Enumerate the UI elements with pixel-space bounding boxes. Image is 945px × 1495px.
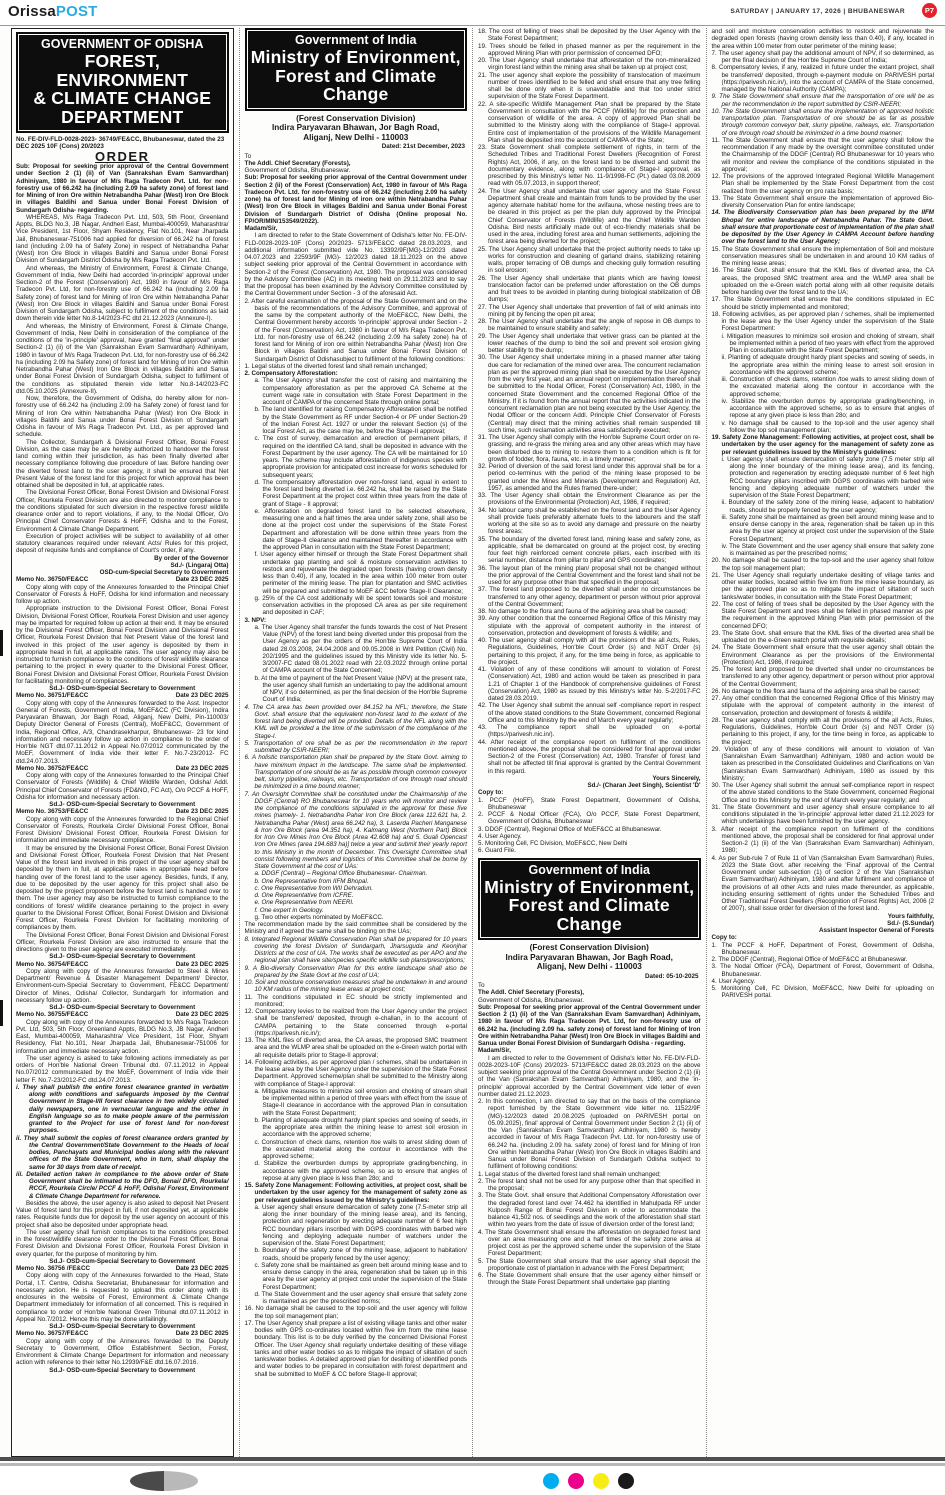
paragraph: 41. Violation of any of these conditions will amount to violation of Forest (Conservation) Act, 1980 and action would be taken as prescribed in para 1.21 of Chapter 1 of the Handbook of comprehensive guidelines of Forest (Conservation) Act, 1980 as issued by this Ministry's letter No. 5-2/2017-FC dated 28.03.2019. [478,666,701,702]
paragraph: Copy along with copy of the Annexures forwarded to the Head, State Portal, I.T. Centre, Odisha Secretariat, Bhubaneswar for information and necessary action. He is requested to upload this order along with its enclosures in the website of Forest, Environment & Climate Change Department immediately for information of all concerned. This is required in compliance to order of Hon'ble National Green Tribunal dtd.07.11.2012 in Appeal No.7/2012. Hence this may be done unfailingly. [16,1272,229,1323]
paragraph: The user agency is asked to take following actions immediately as per orders of Hon'ble National Green Tribunal dtd. 07.11.2012 in Appeal No.07/2012 communicated by the MoEF, Government of India vide their letter F. No.7-23/2012-FC dtd.24.07.2013. [16,1054,229,1084]
newspaper-logo [8,3,98,20]
paragraph: b. The land identified for raising Compensatory Afforestation shall be notified by the State Government as RF under Section-4 or PF under Section-29 of the Indian Forest Act. 1927 or under the relevant Section (s) of the local Forest Act, as the case may be, before the Stage-II approval; [254,406,467,436]
paragraph: a. Mitigative measures to minimize soil erosion and choking of stream shall be implemented within a period of three years with effect from the issue of Stage-II clearance in accordance with the approved Plan in consultation with the State Forest Department; [254,1087,467,1117]
paragraph: 25. The User Agency shall undertake that the project authority needs to take up works for construction and cleaning of garland drains, stabilizing retaining walls, proper terracing of OB dumps and checking gully formation resulting in soil erosion; [478,245,701,275]
paragraph: I am directed to refer to the Government of Odisha's letter No. FE-DIV-FLD-0028-2023-10F (Cons) 20/2023- 5713/FE&CC dated 28.03.2023 on the above subject seeking prior approval of the Central Government under Section 2 (1) (ii) of the Van (Sanrakshan Evam Samvardhan) Adhiniyam, 1980, and the 'in-principle' approval accorded by the Central Government vide letter of even number dated 21.12.2023. [478,1054,701,1098]
paragraph: To [244,152,252,160]
column-moefcc-letter-2-continued [706,28,940,1457]
order-reference-number: No. FE-DIV-FLD-0028-2023- 36749/FE&CC, Bhubaneswar, dated the 23 DEC 2025 10F (Cons) 20/2023 [16,136,225,151]
header-line: Ministry of Environment, [484,876,695,897]
registration-dot [593,1473,609,1489]
division-line: (Forest Conservation Division) [529,943,649,952]
letter-body [245,153,468,1378]
paragraph: 15. The State Government shall ensure the implementation of Soil and moisture conservation measures shall be undertaken in and around 10 KM radius of the mining lease areas; [711,245,934,267]
registration-dot [618,1473,634,1489]
paragraph: ii. Planting of adequate drought hardy plant species and sowing of seeds, in the appropriate area within the mining lease to arrest soil erosion in accordance with the approved scheme; [721,354,934,376]
cmyk-registration-dots [543,1473,634,1489]
signature-line: Sd.J- OSD-cum-Special Secretary to Government [49,1004,196,1012]
paragraph: 2. After careful examination of the proposal of the State Government and on the basis of the recommendations of the Advisory Committee, and approval of the same by the competent authority of the MoEF&CC, New Delhi, the Central Government hereby accords 'in-principle' approval under Section - 2 of the Forest (Conservation) Act, 1980 in favour of M/s Raga Tradecon Pvt. Ltd. for non-forestry use of 66.242 (including 2.09 ha safety zone) ha of forest land for Mining of iron ore within Netrabandha Pahar (West) Iron Ore Block in villages Baldini and Sanua under Bonai Forest Division of Sundargarh District of Odishasubject to fulfilment of the following conditions: [244,297,467,363]
paragraph: 6. A holistic transportation plan shall be prepared by the State Govt. aiming to have minimum impact in the landscape. The same shall be implemented. Transportation of ore should be as far as possible through common conveyor belt, slurry pipeline, railways, etc. Transportation of ore through road should be minimized in a time bound manner; [244,754,467,791]
paragraph: 6. The State Government shall ensure that the user agency either himself or through the State Forest Department shall undertake gap planting [478,1272,701,1287]
paragraph: 9. The State Government shall ensure that the transportation of ore will be as per the recommendation in the report submitted by CSIR-NEERI; [711,93,934,108]
signature-line: Sd./- (Lingaraj Otta) [170,561,229,569]
header-line: GOVERNMENT OF ODISHA [40,37,204,51]
footer-rule-dark [0,1457,945,1461]
paragraph: 30. The User Agency shall undertake mining in a phased manner after taking due care for reclamation of the mined over area. The concurrent reclamation plan as per the approved mining plan shall be executed by the User Agency from the very first year, and an annual report on implementation thereof shall be submitted to the Nodal Officer, Forest (Conservation) Act, 1980, in the concerned State Government and the concerned Regional Office of the Ministry. If it is found from the annual report that the activities indicated in the concurrent reclamation plan are not being executed by the User Agency, the Nodal Officer or the concern Addl. Principle Chief Conservator of Forests (Central) may direct that the mining activities shall remain suspended till such time, such reclamation activities area satisfactorily executed; [478,354,701,434]
paragraph: d. One Representative from ICFRE. [254,892,354,900]
paragraph: Now, therefore, the Government of Odisha, do hereby allow for non-forestry use of 66.242 ha (including 2.09 ha Safety zone) of forest land for Mining of Iron Ore within Netrabandha Pahar (West) Iron Ore Block in villages Baldihi and Sanua under Bonai Forest Division of Sundargarh Odisha in favour of M/s Raga Tradecon Pvt. Ltd., as per approved land schedule. [16,395,229,439]
dateline: SATURDAY | JANUARY 17, 2026 | BHUBANESWAR [730,8,905,15]
paragraph: 39. Any other condition that the concerned Regional Office of this Ministry may stipulate with the approval of competent authority in the interest of conservation, protection and development of forests & wildlife; and [478,615,701,637]
paragraph: 4. The State Government shall ensure the afforestation on degraded forest land over an area measuring one and a half times of the safety zone area at project cost as per the approved scheme under the supervision of the State Forest Department; [478,1228,701,1258]
paragraph: 5. Monitoring Cell, FC Division, MoEF&CC, New Delhi [478,840,628,847]
paragraph: 31. The State Government and user agency shall ensure compliance to all conditions stipulated in the 'in-principle' approval letter dated 21.12.2023 for which undertakings have been furnished by the user agency. [711,803,934,826]
signature-line: Sd.J- OSD-cum-Special Secretary to Government [49,1323,196,1331]
paragraph: 22. The cost of felling of trees shall be deposited by the User Agency with the State Forest Department and trees shall be felled in phased manner as per the requirement in the approved Mining Plan with prior permission of the concerned DFO; [711,600,934,630]
address-line: Aliganj, New Delhi - 110003 [536,962,642,972]
press-registration-mark [0,630,3,656]
paragraph: ii. They shall submit the copies of forest clearance orders granted by the Central Government/State Government to the Heads of local bodies, Panchayats and Municipal bodies along with the relevant offices of the State Government, who in turn, shall display the same for 30 days from date of receipt. [16,1134,229,1171]
paragraph: i. They shall publish the entire forest clearance granted in verbatim along with conditions and safeguards imposed by the Central Government in Stage-I/II forest clearance in two widely circulated daily newspapers, one in vernacular language and the other in English language so as to make people aware of the permission granted to the Project for use of forest land for non-forest purposes. [16,1083,229,1135]
signature-line: Sd.J- OSD-cum-Special Secretary to Government [49,801,196,809]
paragraph: 12. Compensatory levies to be realized from the User Agency under the project shall be transferred/ deposited, through e-challan, in to the account of CAMPA pertaining to the State concerned through e-portal (https://parivesh.nic.in/); [244,1008,467,1037]
paragraph: d. The State Government and the user agency shall ensure that safety zone is maintained as per the prescribed norms; [254,1290,467,1306]
paragraph: 37. The forest land proposed to be diverted shall under no circumstances be transferred to any other agency, department or person without prior approval of the Central Government; [478,586,701,608]
signature-line: Sd./- (Charan Jeet Singh), Scientist 'D' [587,782,701,789]
paragraph: 34. No labour camp shall be established on the forest land and the User Agency shall provide fuels preferably alternate fuels to the labourers and the staff working at the site so as to avoid any damage and pressure on the nearby forest areas; [478,506,701,536]
paragraph: 28. The User Agency shall undertake that the angle of repose in OB dumps to be maintained to ensure stability and safety; [478,318,701,333]
paragraph: and soil and moisture conservation activities to restock and rejuvenate the degraded open forests (having crown density less than 0.40), if any, located in the area within 100 meter from outer perimeter of the mining lease; [711,28,934,50]
paragraph: 4. User Agency. [478,832,522,840]
paragraph: The user agency shall furnish compliances to the conditions prescribed in the forest/wildlife clearance order to the Divisional Forest Officer, Bonai Forest Division and Divisional Forest Officer, Rourkela Forest Division in every quarter, for the purpose of monitoring by him. [16,1228,229,1258]
letter-conditions-continued [478,28,701,855]
paragraph: 1. The PCCF & HoFF, Department of Forest, Government of Odisha, Bhubaneswar. [711,941,934,956]
paragraph: i. User agency shall ensure demarcation of safety zone (7.5 meter strip all along the inner boundary of the mining lease area), and its fencing, protection and regeneration by erecting adequate number of 6 feet high RCC boundary pillars inscribed with DGPS coordinates with barbed wire fencing and deploying adequate number of watchers under the supervision of the State Forest Department; [721,455,934,499]
ministry-header [245,28,468,111]
paragraph: d. Stabilize the overburden dumps by appropriate grading/benching, in accordance with the approved scheme, so as to ensure that angles of repose at any given place is less than 28o; and [254,1160,467,1182]
paragraph: Besides the above, the user agency is also asked to deposit Net Present Value of forest land for this project in full, if not deposited yet, at applicable rates. Requisite funds due for deposit by the user agency on account of this project shall also be deposited under appropriate head. [16,1199,229,1229]
letter-date: Dated: 21st December, 2023 [381,143,465,151]
header-line: Forest and Climate Change [275,65,437,104]
paragraph: b. Planting of adequate drought hardy plant species and sowing of seeds, in the appropriate area within the mining lease to arrest soil erosion in accordance with the approved scheme; [254,1116,467,1139]
paragraph: 17. The User Agency shall prepare a list of existing village tanks and other water bodies with GPS co-ordinates located within five km from the mine lease boundary. This list is to be duly verified by the concerned Divisional Forest Officer. The User Agency shall regularly undertake desilting of these village tanks and other water bodies so as to mitigate the impact of siltation of such tanks/water bodies. A detailed approved plan for desilting of identified ponds and water bodies to be prepared in consultation with forest department and shall be submitted to MoEF & CC before Stage-II approval; [244,1319,467,1378]
paragraph: Copy along with copy of the Annexures forwarded to the Principal Chief Conservator of Forests (Wildlife) & Chief Wildlife Warden, Odisha/ Addl. Principal Chief Conservator of Forests (FD&NO, FC Act), O/o PCCF & HoFF, Odisha for information and necessary action. [16,772,229,801]
paragraph: a. User agency shall ensure demarcation of safety zone (7.5-meter strip all along the inner boundary of the mining lease area), and its fencing, protection and regeneration by erecting adequate number of 6 feet high RCC boundary pillars inscribed with DGPS coordinates with barbed wire fencing and deploying adequate number of watchers under the supervision of the. State Forest Department; [254,1203,467,1248]
paragraph: Copy to: [711,934,737,942]
paragraph: 26. No damage to the flora and fauna of the adjoining area shall be caused; [711,687,921,695]
paragraph: 20. No damage shall be caused to the top-soil and the user agency shall follow the top soil management plan; [711,557,934,572]
grayscale-registration-mark [130,1471,198,1491]
paragraph: iv. Stabilize the overburden dumps by appropriate grading/benching, in accordance with the approved scheme, so as to ensure that angles of repose at any given place is less than 28o; and [721,397,934,420]
paragraph: 7. The user agency shall pay the additional amount of NPV, if so determined, as per the final decision of the Hon'ble Supreme Court of India; [711,49,934,64]
paragraph: Madam/Sir, [244,225,278,233]
address-line: Aliganj, New Delhi - 110003 [303,132,409,142]
paragraph: 29. Violation of any of these conditions will amount to violation of Van (Sanrakshan Evam Samvardhan) Adhiniyam, 1980 and action would be taken as prescribed in the Consolidated Guidelines and Clarifications on Van (Sanrakshan Evam Samvardhan) Adhiniyam, 1980 as issued by this Ministry; [711,745,934,782]
paragraph: 24. The State Government shall ensure that the user agency shall obtain the Environment Clearance as per the provisions of the Environmental (Protection) Act, 1986, if required; [711,644,934,666]
paragraph: 13. The State Government shall ensure the implementation of approved Bio-diversity Conservation Plan for entire landscape; [711,194,934,209]
paragraph: iii. Construction of check dams, retention /toe walls to arrest sliding down of the excavated material along the contour in accordance with the approved scheme; [721,376,934,398]
press-footer [0,1457,945,1495]
paragraph: 44. After receipt of the compliance report on fulfilment of the conditions mentioned above, the proposal shall be considered for final approval under Section-2 of the Forest (Conservation) Act, 1980. Transfer of forest land shall not be affected till final approval is granted by the Central Government in this regard. [478,738,701,775]
press-registration-mark [0,1000,3,1026]
paragraph: The Addl. Chief Secretary (Forests), [478,989,585,997]
paragraph: Government of Odisha, Bhubaneswar. [478,996,584,1004]
paragraph: And whereas, the Ministry of Environment, Forest & Climate Change, Government of India, New Delhi in consideration of the compliance of the conditions of the 'in-principle' approval, have granted "final approval" under Section-2 (1) (ii) of the Van (Sanrakshan Evam Samvardhan) Adhiniyam, 1980 in favour of M/s Raga Tradecon Pvt. Ltd, for non-forestry use of 66.242 ha (including 2.09 ha Safety zone) of forest land for Mining of Iron Ore within Netrabandha Pahar (West) Iron Ore Block in villages Baldihi and Sanua under Bonai Forest Division of Sundargarh Odisha, subject to fulfilment of the conditions as stipulated therein vide letter No.8-14/2023-FC dtd.05.10.2025 (Annexure-II). [16,322,229,395]
paragraph: Sub: Proposal for seeking prior approval of the Central Government under Section 2 (1) (ii) of the Van (Sanrakshan Evam Samvardhan) Adhiniyam, 1980 in favour of M/s Raga Tradecon Pvt. Ltd, for non-forestry use of 66.242 ha. (including 2.09 ha. safety zone) of forest land for Mining of Iron Ore within Netrabandha Pahar (West) Iron Ore Block in villages Baldihi and Sanua under Bonai Forest Division of Sundargarh Odisha - regarding. [478,1003,701,1048]
paragraph: b. One Representative from IIFM Bhopal. [254,877,369,885]
signature-line: OSD-cum-Special Secretary to Government [99,569,229,577]
paragraph: g. 25% of the CA cost additionally will be spent towards soil and moisture conservation activities in the proposed CA area as per site requirement and deposited in CAF; [254,594,467,617]
paragraph: a. DDGF (Central) – Regional Office Bhubaneswar- Chairman. [254,870,428,878]
paragraph: 11. The State Government shall ensure that the user agency shall follow the recommendation if any made by the oversight committee constituted under the Chairmanship of the DDGF (Central) RO Bhubaneswar for 10 years who will monitor and review the compliance of the conditions stipulated in the approval; [711,136,934,173]
footer-rule-light [0,1463,945,1466]
signature-line: Assistant Inspector General of Forests [819,927,934,934]
paragraph: 24. The User Agency shall undertake that user agency and the State Forest Department shall create and maintain from funds to be provided by the user agency alternate habitat/ home for the avifauna, whose nesting trees are to be cleared in this project as per the plan duly approved by the Principal Chief Conservator of Forests (Wildlife) and the Chief Wildlife Warden Odisha. Bird nests artificially made out of eco-friendly materials shall be used in the area, including forest area and human settlements, adjoining the forest area being diverted for the project; [478,187,701,246]
paragraph: Madam/Sir, [478,1047,511,1055]
paragraph: f. One expert in Geology. [254,906,324,914]
memo-row: Memo No. 36755/FE&CC Date 23 DEC 2025 [16,1011,229,1019]
paragraph: Copy along with copy of the Annexures forwarded to M/s Raga Tradecon Pvt. Ltd, 503, 5th Floor, Greenland Appts, BLDG No.3, JB Nagar, Andheri East, Mumbai-400059, Maharashtra/ Vice President, 1st Floor, Shyam Residency, Flat No.101, Near Jharpada Jail, Bhubaneswar-751006 for information and immediate necessary action. [16,1018,229,1055]
paragraph: Execution of project activities will be subject to availability of all other statutory clearances required under relevant Acts/ Rules for this project, deposit of requisite funds and compliance of Court's order, if any. [16,532,229,555]
memo-row: Memo No. 36750/FE&CC Date 23 DEC 2025 [16,576,229,584]
paragraph: 11. The conditions stipulated in EC should be strictly implemented and monitored; [244,993,467,1008]
letter-date: Dated: 05-10-2025 [644,972,699,980]
paragraph: 18. The cost of felling of trees shall be deposited by the User Agency with the State Forest Department; [478,28,701,43]
paragraph: Government of Odisha, Bhubaneswar. [244,167,351,175]
masthead [0,0,945,26]
letter2-body [478,982,701,1287]
paragraph: 16. The State Govt. shall ensure that the KML files of diverted area, the CA areas, the proposed SMC treatment area and the WLMP area shall be uploaded on the e-Green watch portal along with all other requisite details before handing over the forest land to the UA; [711,267,934,296]
paragraph: 23. The State Govt. shall ensure that the KML files of the diverted area shall be uploaded on the e-Green watch portal with requisite details; [711,629,934,644]
paragraph: 2. The forest land shall not be used for any purpose other than that specified in the proposal; [478,1177,701,1193]
paragraph: 4. As per Sub-rule 7 of Rule 11 of Van (Sanrakshan Evam Samvardhan) Rules, 2023 the State Govt. after receiving the 'Final' approval of the Central Government under sub-section (1) of section 2 of the Van (Sanrakshan Evam Samvardhan) Adhiniyam, 1980 and after fulfilment and compliance of the provisions of all other Acts and rules made thereunder, as applicable, including ensuring settlement of rights under the Scheduled Tribes and Other Traditional Forest Dwellers (Recognition of Forest Rights) Act, 2006 (2 of 2007), shall issue order for diversion of the forest land. [711,854,934,913]
column-moefcc-letter-1-continued [472,28,706,1457]
paragraph: 36. The layout plan of the mining plan/ proposal shall not be changed without the prior approval of the Central Government and the forest land shall not be used for any purpose other than that specified in the proposal; [478,564,701,586]
column-odisha-order [6,28,239,1457]
paragraph: Copy to: [478,789,504,797]
paragraph: 40. The user agency shall comply with all the provisions of the all Acts, Rules, Regulations, Guidelines, Hon'ble Court Order (s) and NGT Order (s) pertaining to this project, if any, for the time being in force, as applicable to the project. [478,637,701,666]
paragraph: 3. NPV: [244,616,267,624]
paragraph: b. At the time of payment of the Net Present Value (NPV) at the present rate, the user agency shall furnish an undertaking to pay the additional amount of NPV, if so determined, as per the final decision of the Hon'ble Supreme Court of India; [254,674,467,704]
paragraph: Copy along with copy of the Annexures forwarded to Steel & Mines Department/ Revenue & Disaster Management Department/ Director, Environment-cum-Special Secretary to Government, FE&CC Department/ Director of Mines, Odisha/ Collector, Sundargarh for information and necessary follow up action. [16,967,229,1004]
paragraph: 32. Period of diversion of the said forest land under this approval shall be for a period co-terminus with the period of the mining lease proposed to be granted under the Mines and Minerals (Development and Regulation) Act, 1957, as amended and the Rules framed there-under; [478,463,701,492]
paragraph: The recommendation made by the said committee shall be considered by the Ministry and if agreed the same shall be binding on the UAs; [244,921,467,936]
signature-line: Yours faithfully, [887,912,934,920]
memo-row: Memo No. 36756 /FE&CC Date 23 DEC 2025 [16,1265,229,1273]
logo-text-post: POST [55,3,98,20]
paragraph: 19. Trees should be felled in phased manner as per the requirement in the approved Mining Plan with prior permission of concerned DFO; [478,42,701,57]
memo-row: Memo No. 36757/FE&CC Date 23 DEC 2025 [16,1330,229,1338]
paragraph: 3. The Nodal Officer (FCA), Department of Forest, Government of Odisha, Bhubaneswar. [711,963,934,978]
paragraph: i. Mitigation measures to minimize soil erosion and choking of stream, shall be implemented within a period of two years with effect from the approved Plan in consultation with the State Forest Department; [721,332,934,354]
paragraph: The Divisional Forest Officer, Bonai Forest Division and Divisional Forest Officer, Rourkela Forest Division are also instructed to ensure that the directions given to the user agency are executed immediately. [16,931,229,954]
paragraph: 7. An Oversight Committee shall be constituted under the Chairmanship of the DDGF (Central) RO Bhubaneswar for 10 years who will monitor and review the compliance of the conditions stipulated in the approval for these five mines (namely- 1. Netrabandha Pahar Iron Ore Block (area 112.621 ha, 2. Netrabandha Pahar (West) area 66.242 ha), 3. Laserda Pacheri Manganese & Iron Ore Block (area 94.351 ha), 4. Kalmang West (Northern Part) Block for Iron Ore Mines Iron Ore Block (Area 42.608 ha) and 5. Guali Opencast Iron Ore Mines (area 194.683 ha)] twice a year and submit their yearly report to this Ministry in the month of December. This Oversight Committee shall consist following members and logistics of this Committee shall be borne by State Government at the cost of UAs: [244,790,467,871]
header-line: Government of India [528,862,651,877]
paragraph: 18. Following activities, as per approved plan / schemes, shall be implemented in the lease area by the User Agency under the supervision of the State Forest Department: [711,310,934,333]
paragraph: v. No damage shall be caused to the top-soil and the user agency shall follow the top soil management plan; [721,419,934,434]
paragraph: e. One Representative from NEERI. [254,899,354,907]
paragraph: f. User agency either himself or through the State Forest Department shall undertake gap planting and soil & moisture conservation activities to restock and rejuvenate the degraded open forests (having crown density less than 0.40), if any, located in the area within 100 meter from outer perimeter of the mining lease. The plan for plantation and SMC activities will be prepared and submitted to MoEF &CC before Stage-II Clearance; [254,551,467,595]
paragraph: 2. PCCF & Nodal Officer (FCA), O/o PCCF, State Forest Department, Government of Odisha, Bhubaneswar [478,811,701,826]
paragraph: 8. Compensatory levies, if any, realized in future under the extant project, shall be transferred/ deposited, through e-payment module on PARIVESH portal (https://parivesh.nic.in/), into the account of CAMPA of the State concerned, managed by the National Authority (CAMPA); [711,64,934,93]
paragraph: 6. Guard File. [478,847,516,855]
paragraph: To [478,982,485,990]
paragraph: 13. The KML files of diverted area, the CA areas, the proposed SMC treatment area and the WLMP area shall be uploaded on the e-Green watch portal with all requisite details prior to Stage-II approval; [244,1037,468,1059]
signature-line: By order of the Governor [154,554,229,562]
signature-line: Sd.J- OSD-cum-Special Secretary to Government [49,953,196,961]
header-line: Ministry of Environment, [250,47,461,67]
address-line: Indira Paryavaran Bhawan, Jor Bagh Road, [505,952,673,962]
paragraph: 2. The DDGF (Central), Regional Office of MoEF&CC at Bhubaneswar. [711,956,908,963]
paragraph: 5. Transportation of ore shall be as per the recommendation in the report submitted by CSIR-NEERI; [244,739,467,755]
memo-row: Memo No. 36754/FE&CC Date 23 DEC 2025 [16,960,229,968]
paragraph: 27. Any other condition that the concerned Regional Office of this Ministry may stipulate with the approval of competent authority in the interest of conservation, protection and development of forests & wildlife; [711,695,934,717]
paragraph: 25. The forest land proposed to be diverted shall under no circumstances be transferred to any other agency, department or person without prior approval of the Central Government; [711,666,934,688]
page-number-badge: P7 [922,3,937,18]
paragraph: 27. The User Agency shall undertake that prevention of fall of wild animals into mining pit by fencing the open pit area; [478,303,701,318]
memo-row: Memo No. 36752/FE&CC Date 23 DEC 2025 [16,764,229,772]
signature-line: Yours Sincerely, [652,774,701,782]
letter2-conditions [712,28,935,1000]
paragraph: ii. Boundary of the safety zone of the mining lease, adjacent to habitation/ roads, should be properly fenced by the user agency; [721,499,934,514]
paragraph: 5. The State Government shall ensure that the user agency shall deposit the proportionate cost of plantation in advance with the Forest Department; [478,1257,701,1272]
paragraph: 10. Soil and moisture conservation measures shall be undertaken in and around 10 KM radius of the mining lease areas at project cost; [244,979,467,994]
paragraph: iii. Detailed action taken in compliance to the above order of State Government shall be intimated to the DFO, Bonai/ DFO, Rourkela/ RCCF, Rourkela Circle/ PCCF & HoFF, Odisha/ Forest, Environment & Climate Change Department for reference. [16,1170,229,1200]
paragraph: It may be ensured by the Divisional Forest Officer, Bonai Forest Division and Divisional Forest Officer, Rourkela Forest Division that Net Present Value of the forest land involved in this project of the user agency shall be deposited by them in full, at applicable rates in appropriate head before handing over of the forest land to the user agency. Besides, funds, if any, due to be deposited by the user agency for this project shall also be deposited by the project proponent before the forest land is handed over to them. The user agency may also be instructed to furnish compliance to the conditions of forest/ wildlife clearance pertaining to the project in every quarter to the Divisional Forest Officer, Bonai Forest Division and Divisional Forest Officer, Rourkela Forest Division for facilitating monitoring of compliances by them. [16,844,229,932]
paragraph: 15. Safety Zone Management: Following activities, at project cost, shall be undertaken by the user agency for the management of safety zone as per relevant guidelines issued by the Ministry's guidelines: [244,1182,467,1204]
paragraph: 26. The User Agency shall undertake that plants which are having lowest translocation factor can be preferred under afforestation on the OB dumps and fruit trees to be avoided in planting during biological stabilization of OB dumps; [478,274,701,304]
paragraph: 31. The User Agency shall comply with the Hon'ble Supreme Court order on re-grassing, and re-grass the mining area and any other areas which may have been disturbed due to mining to restore them to a condition which is fit for growth of fodder, flora, fauna, etc. in a timely manner; [478,434,701,463]
paragraph: And whereas, the Ministry of Environment, Forest & Climate Change, Government of India, New Delhi had accorded 'in-principle' approval under Section-2 of the Forest (Conservation) Act, 1980 in favour of M/s Raga Tradecon Pvt. Ltd, for non-forestry use of 66.242 ha (including 2.09 ha Safety zone) of forest land for Mining of Iron Ore within Netrabandha Pahar (West) Iron Ore Block in villages Baldihi and Sanua under Bonai Forest Division of Sundargarh Odisha, subject to fulfilment of the conditions as laid down therein vide letter No.8-14/2023-FC dtd 21.12.2023 (Annexure-I). [16,264,229,323]
paragraph: 1. PCCF (HoFF), State Forest Department, Government of Odisha, Bhubaneswar [478,796,701,811]
paragraph: 14. Following activities, as per approved plan / schemes, shall be undertaken in the lease area by the User Agency under the supervision of the State Forest Department. Approved scheme/plan shall be submitted to the Ministry along with compliance of Stage-I approval: [244,1058,467,1088]
paragraph: d. The compensatory afforestation over non-forest land, equal in extent to the forest land being diverted i.e. 66.242 ha, shall be raised by the State Forest Department at the project cost within three years from the date of grant of Stage - II approval; [254,478,467,508]
paragraph: 9. A Bio-diversity Conservation Plan for this entire landscape shall also be prepared by the State Govt at the cost of UA; [244,964,467,979]
paragraph: iii. Safety zone shall be maintained as green belt around mining lease and to ensure dense canopy in the area, regeneration shall be taken up in this area by the user agency at project cost under the supervision of the State Forest Department; [721,513,934,543]
paragraph: c. The cost of survey, demarcation and erection of permanent pillars, if required on the identified CA land, shall be deposited in advance with the Forest Department by the user agency. The CA will be maintained for 10 years. The scheme may include afforestation of indigenous species with appropriate provision for anticipated cost increase for works scheduled for subsequent years; [254,435,467,479]
paragraph: 1. Legal status of the diverted forest land shall remain unchanged; [244,362,428,370]
paragraph: 3. After receipt of the compliance report on fulfilment of the conditions mentioned above, the proposal shall be considered for final approval under Section-2 (1) (ii) of the Van (Sanrakshan Evam Samvardhan) Adhiniyam, 1980; [711,825,934,855]
odisha-department-header [16,32,229,133]
header-line: Government of India [294,33,417,47]
paragraph: Copy along with copy of the Annexures forwarded to the Regional Chief Conservator of Forests, Rourkela Circle/ Divisional Forest Officer, Bonai Forest Division/ Divisional Forest Officer, Rourkela Forest Division for information and immediate necessary compliance. [16,815,229,845]
paragraph: 20. The User Agency shall undertake that afforestation of the non-mineralized virgin forest land within the mining area shall be taken up at project cost; [478,57,701,72]
paragraph: 35. The boundary of the diverted forest land, mining lease and safety zone, as applicable, shall be demarcated on ground at the project cost, by erecting four feet high reinforced cement concrete pillars, each inscribed with its serial number, distance from pillar to pillar and GPS coordinates; [478,535,701,565]
header-line: FOREST, ENVIRONMENT [56,51,188,90]
paragraph: 38. No damage to the flora and fauna of the adjoining area shall be caused; [478,608,687,615]
paragraph: Sub: Proposal for seeking prior approval of the Central Government under Section 2 (ii) of the Forest (Conservation) Act, 1980 in favour of M/s Raga Tradecon Pvt. Ltd. for non-forestry use of 66.242 (including 2.09 ha safety zone) ha of forest land for Mining of iron ore within Netrabandha Pahar (West) Iron Ore Block in villages Baldini and Sanua under Bonai Forest Division of Sundargarh District of Odisha (Online proposal No. FP/OR/MIN/153549/2022). [244,174,467,225]
paragraph: c. Construction of check dams, retention /toe walls to arrest sliding down of the excavated material along the contour in accordance with the approved scheme; [254,1138,467,1161]
paragraph: c. One Representative from WII Dehradun. [254,884,373,892]
paragraph: 28. The user agency shall comply with all the provisions of the all Acts, Rules, Regulations, Guidelines, Hon'ble Court Order (s) and NGT Order (s) pertaining to this project, if any, for the time being in force, as applicable to the project; [711,716,934,746]
paragraph: 42. The User Agency shall submit the annual self -compliance report in respect of the above stated conditions to the State Government, concerned Regional Office and to this Ministry by the end of March every year regularly; [478,702,701,724]
memo-row: Memo No. 36753/FE&CC Date 23 DEC 2025 [16,808,229,816]
paragraph: I am directed to refer to the State Government of Odisha's letter No. FE-DIV-FLD-0028-2023-10F (Cons) 20/2023- 5713/FE&CC dated 28.03.2023, and additional information submitted vide No. 13392/9F(MG)-12/2023 dated 04.07.2023 and 22593/9F (MG)- 12/2023 dated 18.11.2023 on the above subject seeking prior approval of the Central Government in accordance with Section-2 of the Forest (Conservation) Act, 1980. The proposal was considered by the Advisory Committee (AC) in its meeting held on 29.11.2023 and to say that the proposal has been examined by the Advisory Committee constituted by the Central Government under Section - 3 of the aforesaid Act. [244,232,467,298]
paragraph: 3. DDGF (Central), Regional Office of MoEF&CC at Bhubaneswar. [478,825,662,833]
paragraph: 2. In this connection, I am directed to say that on the basis of the compliance report furnished by the State Government vide letter no. 11522/9F (MG)-12/2023 dated 20.08.2025 (uploaded on PARIVESH portal on 05.09.2025), final' approval of Central Government under Section 2 (1) (ii) of the Van (Sanrakshan Evam Samvardhan) Adhiniyam, 1980 is hereby accorded in favour of M/s Raga Tradecon Pvt. Ltd. for non-forestry use of 66.242 ha. (including 2.09 ha. safety zone) of forest land for Mining of Iron Ore within Netrabandha Pahar (West) Iron Ore Block in villages Baldihi and Sanua under Bonai Forest Division of Sundargarh Odisha subject to fulfilment of following conditions: [478,1098,701,1171]
paragraph: Copy along with copy of the Annexures forwarded to the Asst. Inspector General of Forests, Government of India, MoEF&CC (FC Division), Indira Paryavaran Bhawan, Jor Bagh Road, Aliganj, New Delhi, Pin-110003/ Deputy Director General of Forests (Central), MoEF&CC, Government of India, Regional Office, A/3, Chandrasekharpur, Bhubaneswar- 23 for kind information and necessary follow up action in compliance to the order of Hon'ble NGT dtd.07.11.2012 in Appeal No.07/2012 communicated by the MoEF, Government of India vide their letter F. No.7-23/2012- FC dtd.24.07.2013. [16,699,229,765]
paragraph: 5. Monitoring Cell, FC Division, MoEF&CC, New Delhi for uploading on PARIVESH portal. [711,985,934,1000]
paragraph: 30. The User Agency shall submit the annual self-compliance report in respect of the above stated conditions to the State Government, concerned Regional Office and to this Ministry by the end of March every year regularly; and [711,782,934,804]
paragraph: Copy along with copy of the Annexures forwarded to the Deputy Secretary to Government, Office Establishment Section, Forest, Environment & Climate Change Department for information and necessary action with reference to their letter No.12939/F&E dtd.16.07.2016. [16,1337,229,1367]
paragraph: 4. The CA area has been provided over 84.152 ha NFL; therefore, the State Govt. shall ensure that the equivalent non-forest land to the extent of the forest land being diverted will be provided. Details of the NFL along with the KML will be provided a the time of the submission of the compliance of the Stage-I. [244,703,467,740]
paragraph: Copy along with copy of the Annexures forwarded to the Principal Chief Conservator of Forests & HoFF, Odisha for kind information and necessary follow up action. [16,583,229,606]
signature-line: Sd.J- OSD-cum-Special Secretary to Government [49,1366,196,1374]
paragraph: a. The User Agency shall transfer the cost of raising and maintaining the compensatory afforestation as per the approved CA Scheme at the current wage rate in consultation with State Forest Department in the account of CAMPA of the concerned State through online portal; [254,377,467,407]
paragraph: 1. Legal status of the diverted forest land shall remain unchanged; [478,1170,661,1178]
columns-container [6,28,939,1457]
paragraph: 12. The provisions of the approved Integrated Regional Wildlife Management Plan shall be implemented by the State Forest Department from the cost realized from the user agency on pro rata basis; [711,173,934,195]
division-line: (Forest Conservation Division) [296,113,416,123]
signature-line: Sd./- (S.Sundar) [887,919,934,927]
paragraph: b. Boundary of the safety zone of the mining lease, adjacent to habitation/ roads, should be properly fenced by the user agency; [254,1247,467,1262]
paragraph: 43. The compliance report shall be uploaded on e-portal (https://parivesh.nic.in/). [478,724,701,739]
paragraph: a. The User Agency shall transfer the funds towards the cost of Net Present Value (NPV) of the forest land being diverted under this proposal from the User Agency as per the orders of the Hon'ble Supreme Court of India dated 28.03.2008, 24.04.2008 and 09.05.2008 in Writ Petition (Civil) No. 202/1995 and the guidelines issued by this Ministry vide its letter No. 5-3/2007-FC dated 08.01.2022 read with 22.03.2022 through online portal of CAMPA account of the State Concerned; [254,623,467,675]
paragraph: 21. The User Agency shall regularly undertake desilting of village tanks and other water bodies, located within five km from the mine lease boundary, as per the approved plan so as to mitigate the impact of siltation of such tanks/water bodies, in consultation with the State Forest Department; [711,571,934,601]
paragraph: c. Safety zone shall be maintained as green belt around mining lease and to ensure dense canopy in the area, regeneration shall be taken up in this area by the user agency at project cost under the supervision of the State Forest Department; [254,1261,467,1291]
paragraph: The Collector, Sundargarh & Divisional Forest Officer, Bonai Forest Division, as the case may be are hereby authorized to handover the forest land coming within their jurisdiction, as has been finally diverted after necessary compliance following due procedure of law. Before handing over the diverted forest land to the user agency, it shall be ensured that Net Present Value of the forest land for this project for which approval has been obtained shall be deposited in full, at applicable rates. [16,438,229,490]
header-line: & CLIMATE CHANGE DEPARTMENT [33,88,212,127]
paragraph: 19. Safety Zone Management: Following activities, at project cost, shall be undertaken by the user agency for the management of safety zone as per relevant guidelines issued by the Ministry's guidelines: [711,434,934,456]
registration-dot [568,1473,584,1489]
paragraph: The Divisional Forest Officer, Bonai Forest Division and Divisional Forest Officer, Rourkela Forest Division are also directed to monitor compliance to the conditions stipulated for such diversion in the respective forest/ wildlife clearance order and to report violations, if any, to the Nodal Officer, O/o Principal Chief Conservator Forests & HoFF, Odisha and to the Forest, Environment & Climate Change Department. [16,489,229,533]
paragraph: 16. No damage shall be caused to the top-soil and the user agency will follow the top soil management plan; [244,1305,467,1320]
header-line: Forest and Climate Change [508,895,670,934]
ministry-header-2 [478,858,701,941]
paragraph: 2. Compensatory Afforestation: [244,370,338,378]
paragraph: 33. The User Agency shall obtain the Environment Clearance as per the provisions of the Environmental (Protection) Act, 1986, if required; [478,492,701,507]
paragraph: e. Afforestation on degraded forest land to be selected elsewhere, measuring one and a half times the area under safety zone, shall also be done at the project cost under the supervisions of the State Forest Department and afforestation will be done within three years from the date of Stage-II clearance and maintained thereafter in accordance with the approved Plan in consultation with the State Forest Department; [254,507,467,552]
paragraph: 3. The State Govt. shall ensure that Additional Compensatory Afforestation over the degraded forest land over 74.462 ha identified in Mahulpada RF under Kulposh Range of Bonai Forest Division in order to accommodate the balance 41,502 nos. of seedlings and the work of the afforestation shall start within two years from the date of issue of diversion order of the forest land; [478,1192,701,1229]
paragraph: 22. A site-specific Wildlife Management Plan shall be prepared by the State Government in consultation with the PCCF (Wildlife) for the protection and conservation of wildlife of the area. A copy of approved Plan shall be submitted to the Ministry along with the compliance of Stage-I approval. Entire cost of implementation of the provisions of the Wildlife Management Plan shall be deposited into the account of CAMPA of the State; [478,100,701,144]
paragraph: 14. The Biodiversity Conservation plan has been prepared by the IIFM Bhopal for entire landscape of Netrabandha Pahar. The State Govt. shall ensure that proportionate cost of implementation of the plan shall be deposited by the User Agency in CAMPA Account before handing over the forest land to the User Agency; [711,209,934,246]
address-line: Indira Paryavaran Bhawan, Jor Bagh Road, [272,123,440,133]
paragraph: 21. The user agency shall explore the possibility of translocation of maximum number of trees identified to be felled and shall ensure that any tree felling shall be done only when it is unavoidable and that too under strict supervision of the State Forest Department. [478,71,701,101]
paragraph: Sub: Proposal for seeking prior approval of the Central Government under Section 2 (1) (ii) of Van (Sanrakshan Evam Samvardhan) Adhiniyam, 1980 in favour of M/s Raga Tradecon Pvt. Ltd. for non-forestry use of 66.242 ha (including 2.09 ha safety zone) of forest land for Mining of Iron Ore within Netrabandha Pahar (West) Iron Ore Block in villages Baldihi and Sanua under Bonai Forest Division of Sundargarh Odisha- regarding. [16,163,229,214]
logo-text-orissa: Orissa [8,3,56,20]
column-moefcc-letter-1 [239,28,473,1457]
signature-line: Sd.J- OSD-cum-Special Secretary to Government [49,1257,196,1265]
memo-row: Memo No. 36751/FE&CC Date 23 DEC 2025 [16,692,229,700]
registration-dot [543,1473,559,1489]
order-title: ORDER [95,148,150,164]
paragraph: iv. The State Government and the user agency shall ensure that safety zone is maintained as per the prescribed norms; [721,542,934,557]
paragraph: 8. Integrated Regional Wildlife Conservation Plan shall be prepared for 10 years covering the forest Division of Sundargarh, Jharsuguda and Keonjhar Districts at the cost of UA. The works shall be executed as per APO and the regional plan shall have site/species specific wildlife sub plans/prescriptions; [244,935,467,965]
signature-line: Sd.J- OSD-cum-Special Secretary to Government [49,685,196,693]
paragraph: 10. The State Government shall ensure the implementation of approved holistic transportation plan. Transportation of ore should be as far as possible through common conveyor belt, slurry pipeline, railways, etc. Transportation of ore through road should be minimized in a time bound manner; [711,107,934,137]
paragraph: The Addl. Chief Secretary (Forests), [244,159,351,167]
paragraph: 4. User Agency. [711,977,756,985]
paragraph: 17. The State Government shall ensure that the conditions stipulated in EC should be strictly implemented and monitored; [711,296,934,311]
order-body [16,163,229,1374]
paragraph: WHEREAS, M/s Raga Tradecon Pvt. Ltd, 503, 5th Floor, Greenland Appts, BLDG No.3, JB Nagar, Andheri East, Mumbai-400059, Maharashtra/ Vice President, 1st Floor, Shyam Residency, Flat No.101, Near Jharpada Jail, Bhubaneswar-751006 had applied for diversion of 66.242 ha of forest land (including 2.09 ha of Safety Zone) in respect of Netrabandha Pahar (West) Iron Ore Block in villages Baldihi and Sanua under Bonai Forest Division of Sundargarh District Odisha by M/s Raga Tradecon Pvt. Ltd. [16,213,229,265]
paragraph: g. Two other experts nominated by MoEF&CC. [254,913,384,921]
paragraph: Appropriate instruction to the Divisional Forest Officer, Bonai Forest Division, Divisional Forest Officer, Rourkela Forest Division and user agency may be imparted for required follow up action at their end. It may be ensured by the Divisional Forest Officer, Bonai Forest Division and Divisional Forest Officer, Rourkela Forest Division that Net Present Value of the forest land involved in this project of the user agency is deposited by them in appropriate head in full, at applicable rates. The user agency may also be instructed to furnish compliance to the conditions of forest/ wildlife clearance pertaining to the project in every quarter to the Divisional Forest Officer, Bonai Forest Division and Divisional Forest Officer, Rourkela Forest Division for facilitating monitoring of compliances. [16,605,229,685]
paragraph: 23. State Government shall complete settlement of rights, in term of the Scheduled Tribes and Traditional Forest Dwellers (Recognition of Forest Rights) Act, 2006, if any, on the forest land to be diverted and submit the documentary evidence, along with compliance of Stage-I approval, as prescribed by this Ministry's letter No. 11-9/1998-FC (Pt.) dated 03.08.2009 read with 05.07.2013, in support thereof; [478,144,701,188]
paragraph: 29. The User Agency shall undertake that vetiver grass can be planted at the lower reaches of the dump to bind the soil and prevent soil erosion giving better stability to the dump; [478,332,701,354]
odisha-order-box [11,28,234,1457]
